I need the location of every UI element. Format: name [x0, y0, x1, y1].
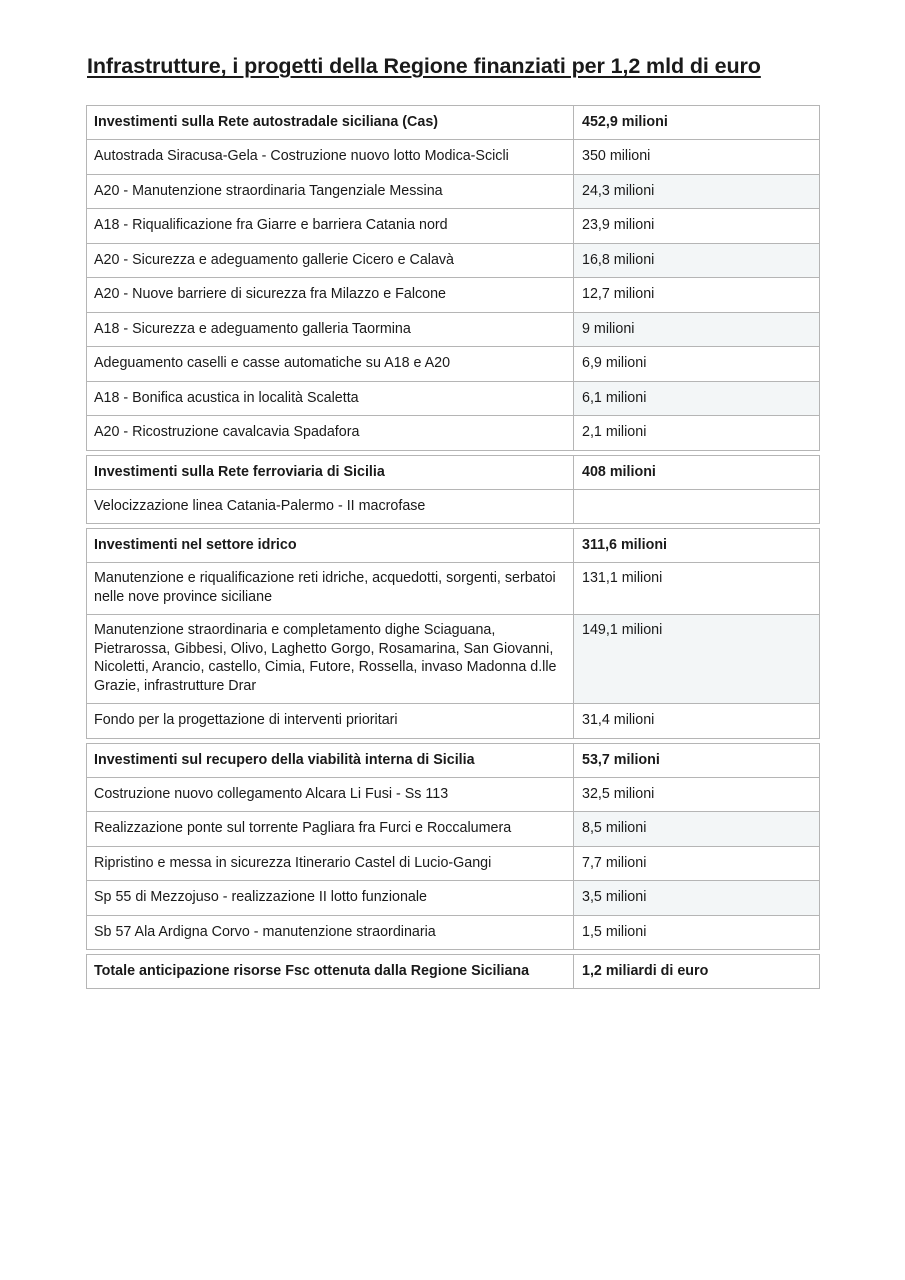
row-label: A20 - Nuove barriere di sicurezza fra Milazzo e Falcone	[87, 278, 574, 313]
page-title: Infrastrutture, i progetti della Regione finanziati per 1,2 mld di euro	[87, 54, 761, 78]
row-label: A18 - Bonifica acustica in località Scaletta	[87, 381, 574, 416]
row-value: 1,5 milioni	[574, 915, 820, 950]
table-row	[87, 915, 820, 950]
section-header-row	[87, 106, 820, 140]
section-table-ferrovia	[86, 455, 820, 525]
section-header-label: Investimenti sulla Rete autostradale siciliana (Cas)	[87, 106, 574, 140]
row-value: 6,1 milioni	[574, 381, 820, 416]
table-row	[87, 615, 820, 704]
row-label: A18 - Riqualificazione fra Giarre e barriera Catania nord	[87, 209, 574, 244]
row-label: Fondo per la progettazione di interventi prioritari	[87, 704, 574, 739]
row-value: 7,7 milioni	[574, 846, 820, 881]
section-table-totale	[86, 954, 820, 989]
section-header-row	[87, 529, 820, 563]
table-row	[87, 140, 820, 175]
table-row	[87, 489, 820, 524]
row-value: 350 milioni	[574, 140, 820, 175]
section-header-value: 408 milioni	[574, 455, 820, 489]
table-row	[87, 381, 820, 416]
table-row	[87, 174, 820, 209]
section-header-row	[87, 455, 820, 489]
table-row	[87, 812, 820, 847]
row-value: 24,3 milioni	[574, 174, 820, 209]
row-label: Costruzione nuovo collegamento Alcara Li Fusi - Ss 113	[87, 777, 574, 812]
section-header-label: Investimenti sul recupero della viabilità interna di Sicilia	[87, 743, 574, 777]
row-value: 32,5 milioni	[574, 777, 820, 812]
row-value: 8,5 milioni	[574, 812, 820, 847]
table-row	[87, 704, 820, 739]
table-row	[87, 243, 820, 278]
row-value: 3,5 milioni	[574, 881, 820, 916]
investments-tables	[86, 105, 819, 993]
row-label: Adeguamento caselli e casse automatiche su A18 e A20	[87, 347, 574, 382]
row-label: Realizzazione ponte sul torrente Pagliara fra Furci e Roccalumera	[87, 812, 574, 847]
row-label: A18 - Sicurezza e adeguamento galleria Taormina	[87, 312, 574, 347]
section-header-value: 311,6 milioni	[574, 529, 820, 563]
table-row	[87, 209, 820, 244]
row-value: 16,8 milioni	[574, 243, 820, 278]
section-header-value: 53,7 milioni	[574, 743, 820, 777]
total-row	[87, 955, 820, 989]
section-table-idrico	[86, 528, 820, 739]
row-label: A20 - Sicurezza e adeguamento gallerie Cicero e Calavà	[87, 243, 574, 278]
section-header-label: Investimenti nel settore idrico	[87, 529, 574, 563]
total-value: 1,2 miliardi di euro	[574, 955, 820, 989]
table-row	[87, 278, 820, 313]
row-value: 6,9 milioni	[574, 347, 820, 382]
row-label: A20 - Manutenzione straordinaria Tangenziale Messina	[87, 174, 574, 209]
section-header-value: 452,9 milioni	[574, 106, 820, 140]
table-row	[87, 777, 820, 812]
row-value: 23,9 milioni	[574, 209, 820, 244]
table-row	[87, 416, 820, 451]
section-table-autostrade	[86, 105, 820, 451]
total-label: Totale anticipazione risorse Fsc ottenuta dalla Regione Siciliana	[87, 955, 574, 989]
row-label: Sb 57 Ala Ardigna Corvo - manutenzione straordinaria	[87, 915, 574, 950]
section-header-label: Investimenti sulla Rete ferroviaria di Sicilia	[87, 455, 574, 489]
row-value: 12,7 milioni	[574, 278, 820, 313]
table-row	[87, 347, 820, 382]
table-row	[87, 563, 820, 615]
table-row	[87, 881, 820, 916]
row-label: Velocizzazione linea Catania-Palermo - II macrofase	[87, 489, 574, 524]
row-label: Manutenzione e riqualificazione reti idriche, acquedotti, sorgenti, serbatoi nelle nove province siciliane	[87, 563, 574, 615]
row-value: 131,1 milioni	[574, 563, 820, 615]
section-header-row	[87, 743, 820, 777]
row-label: Ripristino e messa in sicurezza Itinerario Castel di Lucio-Gangi	[87, 846, 574, 881]
row-label: Manutenzione straordinaria e completamento dighe Sciaguana, Pietrarossa, Gibbesi, Olivo, Laghetto Gorgo, Rosamarina, San Giovanni, Nicoletti, Arancio, castello, Cimia, Futore, Rossella, invaso Madonna d.lle Grazie, infrastrutture Drar	[87, 615, 574, 704]
row-value: 9 milioni	[574, 312, 820, 347]
row-label: A20 - Ricostruzione cavalcavia Spadafora	[87, 416, 574, 451]
table-row	[87, 312, 820, 347]
row-value: 2,1 milioni	[574, 416, 820, 451]
row-label: Autostrada Siracusa-Gela - Costruzione nuovo lotto Modica-Scicli	[87, 140, 574, 175]
section-table-viabilita	[86, 743, 820, 951]
table-row	[87, 846, 820, 881]
row-label: Sp 55 di Mezzojuso - realizzazione II lotto funzionale	[87, 881, 574, 916]
row-value: 31,4 milioni	[574, 704, 820, 739]
row-value	[574, 489, 820, 524]
row-value: 149,1 milioni	[574, 615, 820, 704]
